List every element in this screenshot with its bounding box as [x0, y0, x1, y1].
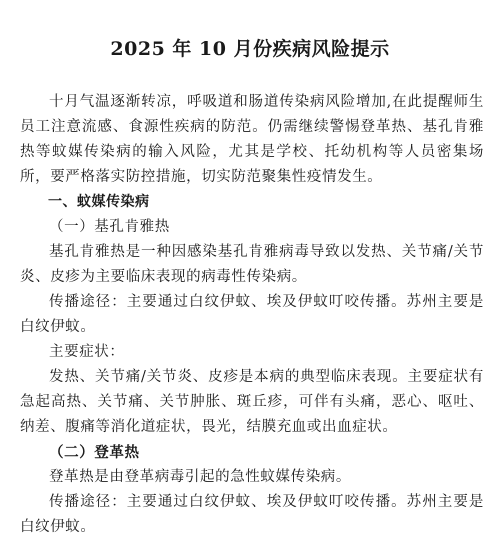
- dengue-transmission: 传播途径：主要通过白纹伊蚊、埃及伊蚊叮咬传播。苏州主要是白纹伊蚊。: [20, 494, 484, 535]
- chikungunya-transmission: 传播途径：主要通过白纹伊蚊、埃及伊蚊叮咬传播。苏州主要是白纹伊蚊。: [20, 294, 484, 335]
- intro-paragraph: 十月气温逐渐转凉，呼吸道和肠道传染病风险增加,在此提醒师生员工注意流感、食源性疾病的防范。仍需继续警惕登革热、基孔肯雅热等蚊媒传染病的输入风险，尤其是学校、托幼机构等人员密集场所，要严格落实防控措施，切实防范聚集性疫情发生。: [20, 94, 484, 185]
- chikungunya-description: 基孔肯雅热是一种因感染基孔肯雅病毒导致以发热、关节痛/关节炎、皮疹为主要临床表现的病毒性传染病。: [20, 244, 484, 285]
- document-body: [20, 90, 484, 540]
- document-title: 2025 年 10 月份疾病风险提示: [110, 38, 390, 60]
- subsection-heading-chikungunya: （一）基孔肯雅热: [49, 219, 170, 235]
- chikungunya-symptoms-label: 主要症状：: [49, 344, 125, 360]
- section-heading-mosquito-borne: 一、蚊媒传染病: [48, 194, 150, 210]
- dengue-description: 登革热是由登革病毒引起的急性蚊媒传染病。: [49, 469, 351, 485]
- subsection-heading-dengue: （二）登革热: [49, 444, 140, 461]
- chikungunya-symptoms: 发热、关节痛/关节炎、皮疹是本病的典型临床表现。主要症状有急起高热、关节痛、关节肿胀、斑丘疹，可伴有头痛，恶心、呕吐、纳差、腹痛等消化道症状，畏光，结膜充血或出血症状。: [20, 369, 484, 435]
